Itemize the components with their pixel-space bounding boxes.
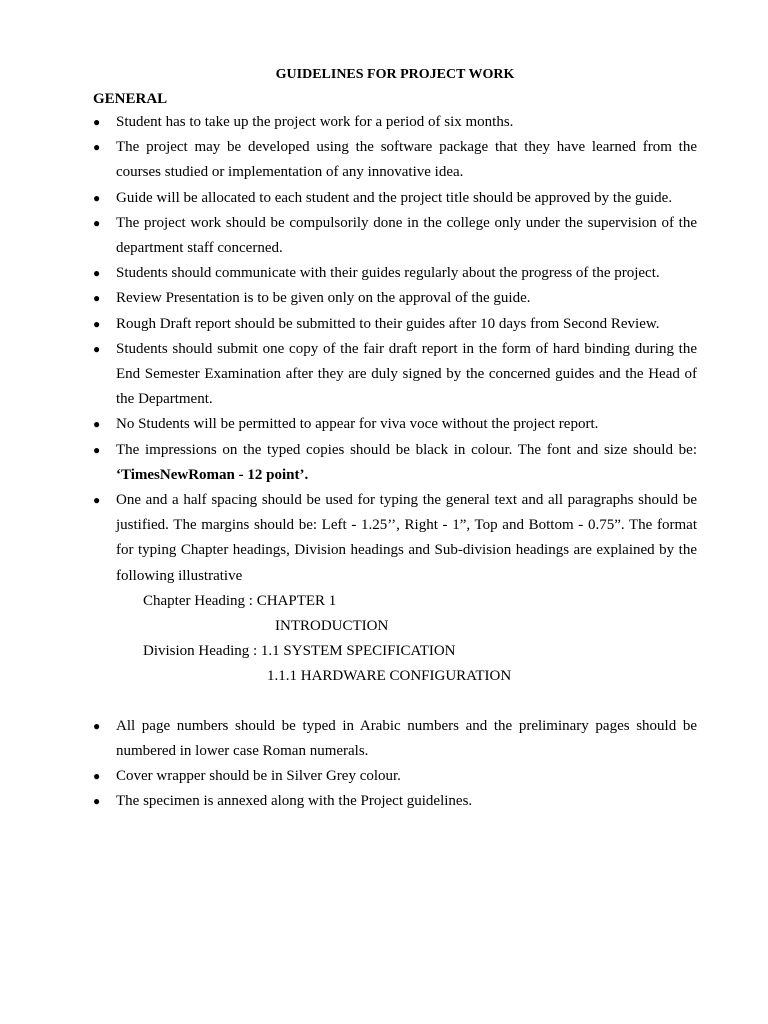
heading-example	[116, 589, 697, 690]
list-item: ● Rough Draft report should be submitted to their guides after 10 days from Second Review.	[93, 312, 697, 337]
list-item: ● No Students will be permitted to appear for viva voce without the project report.	[93, 412, 697, 437]
section-heading: GENERAL	[93, 91, 168, 107]
list-item: ● Review Presentation is to be given only on the approval of the guide.	[93, 286, 697, 311]
spacer	[93, 690, 697, 714]
bullet-icon: ●	[93, 266, 101, 281]
list-item: ● Guide will be allocated to each student and the project title should be approved by the guide.	[93, 186, 697, 211]
bullet-icon: ●	[93, 140, 101, 155]
bullet-icon: ●	[93, 341, 101, 356]
list-item-font: ● The impressions on the typed copies should be black in colour. The font and size should be: ‘TimesNewRoman - 12 point’.	[93, 438, 697, 488]
font-spec: ‘TimesNewRoman - 12 point’.	[116, 466, 309, 483]
page-title: GUIDELINES FOR PROJECT WORK	[275, 67, 515, 82]
bullet-icon: ●	[93, 493, 101, 508]
guideline-list	[93, 110, 697, 690]
subdivision-heading-example: 1.1.1 HARDWARE CONFIGURATION	[267, 667, 512, 684]
bullet-icon: ●	[93, 417, 101, 432]
list-item: ● The project work should be compulsorily done in the college only under the supervision of the department staff concerned.	[93, 211, 697, 261]
list-item: ● The project may be developed using the software package that they have learned from the courses studied or implementation of any innovative idea.	[93, 135, 697, 185]
division-heading-example: Division Heading : 1.1 SYSTEM SPECIFICATION	[143, 642, 456, 659]
list-item: ● Student has to take up the project work for a period of six months.	[93, 110, 697, 135]
list-item: ● Cover wrapper should be in Silver Grey colour.	[93, 764, 697, 789]
document-page	[93, 66, 697, 815]
list-item-spacing: ● One and a half spacing should be used for typing the general text and all paragraphs should be justified. The margins should be: Left - 1.25’’, Right - 1”, Top and Bottom - 0.75”. The format for typing Chapter headings, Division headings and Sub-division headings are explained by the following illustrative Chapter Heading : CHAPTER 1 INTRODUCTION Division Heading : 1.1 SYSTEM SPECIFICATION 1.1.1 HARDWARE CONFIGURATION	[93, 488, 697, 690]
bullet-icon: ●	[93, 769, 101, 784]
list-item: ● Students should communicate with their guides regularly about the progress of the project.	[93, 261, 697, 286]
bullet-icon: ●	[93, 115, 101, 129]
bullet-icon: ●	[93, 794, 101, 809]
guideline-list-2	[93, 714, 697, 815]
chapter-heading-example: Chapter Heading : CHAPTER 1	[143, 592, 337, 609]
list-item: ● All page numbers should be typed in Arabic numbers and the preliminary pages should be numbered in lower case Roman numerals.	[93, 714, 697, 764]
bullet-icon: ●	[93, 316, 101, 331]
bullet-icon: ●	[93, 215, 101, 230]
bullet-icon: ●	[93, 718, 101, 733]
bullet-icon: ●	[93, 190, 101, 205]
chapter-title-example: INTRODUCTION	[275, 617, 389, 634]
list-item: ● The specimen is annexed along with the Project guidelines.	[93, 789, 697, 814]
list-item: ● Students should submit one copy of the fair draft report in the form of hard binding during the End Semester Examination after they are duly signed by the concerned guides and the Head of the Department.	[93, 337, 697, 413]
bullet-icon: ●	[93, 291, 101, 306]
bullet-icon: ●	[93, 442, 101, 457]
